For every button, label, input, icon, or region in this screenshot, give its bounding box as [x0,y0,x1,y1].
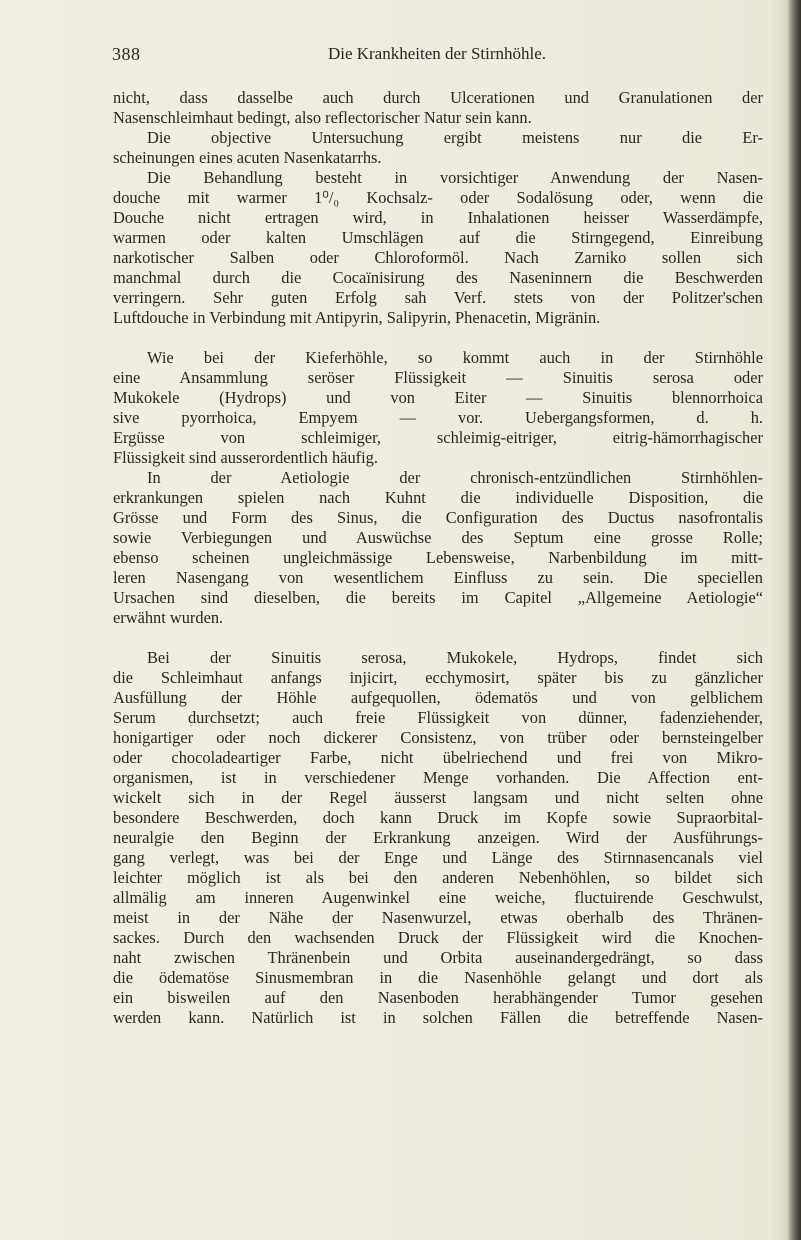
text-line: leren Nasengang von wesentlichem Einfluss zu sein. Die speciellen [113,568,763,587]
section-gap [113,628,763,648]
text-line: eine Ansammlung seröser Flüssigkeit — Sinuitis serosa oder [113,368,763,387]
text-line: Grösse und Form des Sinus, die Configuration des Ductus nasofrontalis [113,508,763,527]
paragraph [113,348,763,468]
text-line: manchmal durch die Cocaïnisirung des Naseninnern die Beschwerden [113,268,763,287]
text-line: sowie Verbiegungen und Auswüchse des Septum eine grosse Rolle; [113,528,763,547]
text-line: naht zwischen Thränenbein und Orbita auseinandergedrängt, so dass [113,948,763,967]
text-line: Ursachen sind dieselben, die bereits im Capitel „Allgemeine Aetiologie“ [113,588,763,607]
paragraph [113,468,763,628]
text-line: Serum durchsetzt; auch freie Flüssigkeit von dünner, fadenziehender, [113,708,763,727]
paragraph [113,168,763,328]
text-line: Luftdouche in Verbindung mit Antipyrin, Salipyrin, Phenacetin, Migränin. [113,308,601,327]
text-line: besondere Beschwerden, doch kann Druck im Kopfe sowie Supraorbital- [113,808,763,827]
text-line: meist in der Nähe der Nasenwurzel, etwas oberhalb des Thränen- [113,908,763,927]
page-header [112,44,762,70]
text-line: erwähnt wurden. [113,608,224,627]
text-line: sive pyorrhoica, Empyem — vor. Uebergangsformen, d. h. [113,408,763,427]
text-line: die Schleimhaut anfangs injicirt, ecchymosirt, später bis zu gänzlicher [113,668,763,687]
paragraph [113,88,763,128]
text-line: neuralgie den Beginn der Erkrankung anzeigen. Wird der Ausführungs- [113,828,763,847]
text-line: die ödematöse Sinusmembran in die Nasenhöhle gelangt und dort als [113,968,763,987]
text-line: Douche nicht ertragen wird, in Inhalationen heisser Wasserdämpfe, [113,208,763,227]
text-line: douche mit warmer 1⁰/₀ Kochsalz- oder Sodalösung oder, wenn die [113,188,763,207]
text-line: oder chocoladeartiger Farbe, nicht übelriechend und frei von Mikro- [113,748,763,767]
text-line: scheinungen eines acuten Nasenkatarrhs. [113,148,382,167]
text-line: Bei der Sinuitis serosa, Mukokele, Hydrops, findet sich [147,648,763,667]
text-line: nicht, dass dasselbe auch durch Ulcerationen und Granulationen der [113,88,763,107]
text-line: erkrankungen spielen nach Kuhnt die individuelle Disposition, die [113,488,763,507]
page-number: 388 [112,44,141,64]
text-line: Nasenschleimhaut bedingt, also reflectorischer Natur sein kann. [113,108,532,127]
text-line: verringern. Sehr guten Erfolg sah Verf. stets von der Politzer'schen [113,288,763,307]
text-line: Ergüsse von schleimiger, schleimig-eitriger, eitrig-hämorrhagischer [113,428,763,447]
text-line: Flüssigkeit sind ausserordentlich häufig. [113,448,378,467]
text-line: organismen, ist in verschiedener Menge vorhanden. Die Affection ent- [113,768,763,787]
text-line: Die Behandlung besteht in vorsichtiger Anwendung der Nasen- [147,168,763,187]
text-line: honigartiger oder noch dickerer Consistenz, von trüber oder bernsteingelber [113,728,763,747]
running-head: Die Krankheiten der Stirnhöhle. [327,44,547,63]
page-spine-shadow [787,0,801,1240]
text-line: In der Aetiologie der chronisch-entzündlichen Stirnhöhlen- [147,468,763,487]
paragraph [113,648,763,1028]
text-line: allmälig am inneren Augenwinkel eine weiche, fluctuirende Geschwulst, [113,888,763,907]
text-line: leichter möglich ist als bei den anderen Nebenhöhlen, so bildet sich [113,868,763,887]
text-line: Wie bei der Kieferhöhle, so kommt auch in der Stirnhöhle [147,348,763,367]
text-line: wickelt sich in der Regel äusserst langsam und nicht selten ohne [113,788,763,807]
text-line: Ausfüllung der Höhle aufgequollen, ödematös und von gelblichem [113,688,763,707]
text-line: ein bisweilen auf den Nasenboden herabhängender Tumor gesehen [113,988,763,1007]
text-line: sackes. Durch den wachsenden Druck der Flüssigkeit wird die Knochen- [113,928,763,947]
text-line: narkotischer Salben oder Chloroformöl. Nach Zarniko sollen sich [113,248,763,267]
paragraph [113,128,763,168]
text-line: werden kann. Natürlich ist in solchen Fällen die betreffende Nasen- [113,1008,763,1027]
text-line: Mukokele (Hydrops) und von Eiter — Sinuitis blennorrhoica [113,388,763,407]
body-text [113,88,763,1028]
text-line: Die objective Untersuchung ergibt meistens nur die Er- [147,128,763,147]
text-line: warmen oder kalten Umschlägen auf die Stirngegend, Einreibung [113,228,763,247]
section-gap [113,328,763,348]
text-line: ebenso scheinen ungleichmässige Lebensweise, Narbenbildung im mitt- [113,548,763,567]
text-line: gang verlegt, was bei der Enge und Länge des Stirnnasencanals viel [113,848,763,867]
